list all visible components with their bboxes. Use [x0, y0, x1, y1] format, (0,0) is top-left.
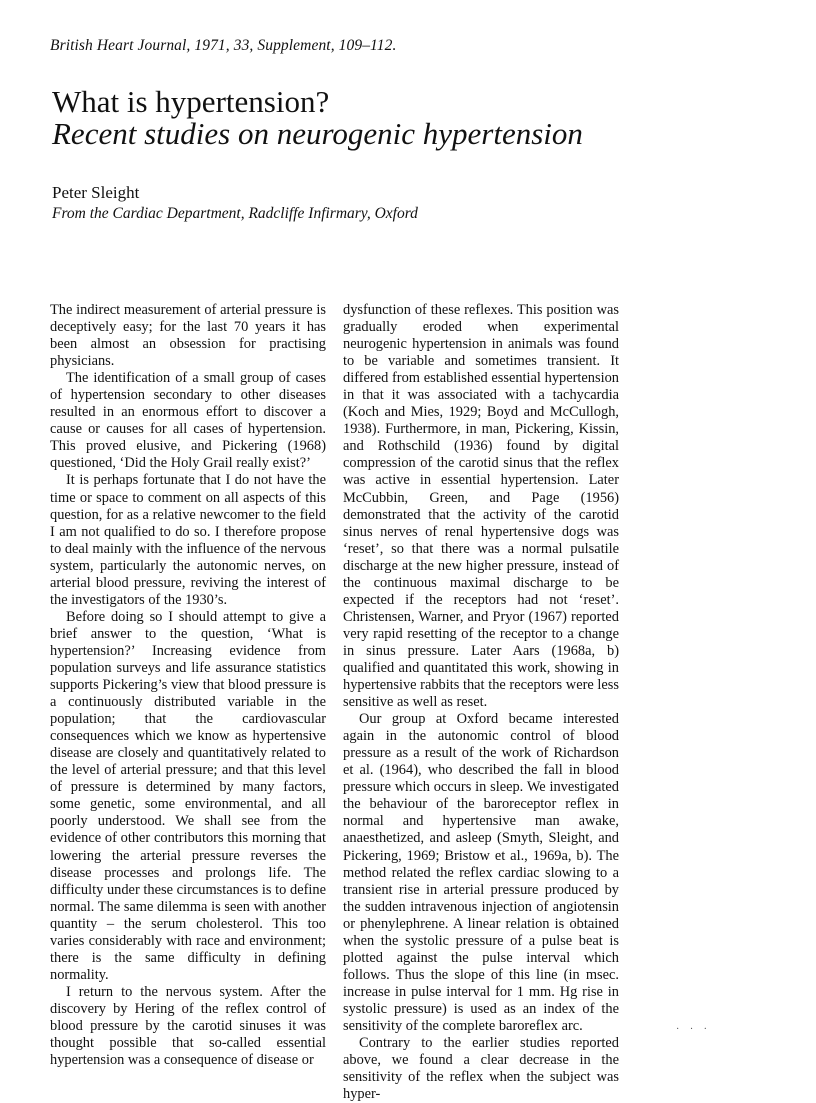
paragraph: Before doing so I should attempt to give a brief answer to the question, ‘What is hypertension?’ Increasing evidence from population surveys and life assurance statistics supports Pickering’s view that blood pressure is a continuously distributed variable in the population; that the cardiovascular consequences which we know as hypertensive disease are closely and quantitatively related to the level of arterial pressure; and that this level of pressure is determined by many factors, some genetic, some environmental, and all poorly understood. We shall see from the evidence of other contributors this morning that lowering the arterial pressure reverses the disease processes and prolongs life. The difficulty under these circumstances is to define normal. The same dilemma is seen with another quantity – the serum cholesterol. This too varies considerably with race and environment; there is the same difficulty in defining normality.	[50, 608, 326, 983]
right-text-column	[343, 302, 619, 1103]
left-text-column	[50, 302, 326, 1069]
journal-citation: British Heart Journal, 1971, 33, Supplement, 109–112.	[50, 37, 397, 54]
paragraph: Contrary to the earlier studies reported above, we found a clear decrease in the sensitivity of the reflex when the subject was hyper-	[343, 1035, 619, 1103]
article-title: What is hypertension?	[52, 84, 330, 119]
author-name: Peter Sleight	[52, 183, 140, 202]
paragraph: I return to the nervous system. After the discovery by Hering of the reflex control of blood pressure by the carotid sinuses it was thought possible that so-called essential hypertension was a consequence of disease or	[50, 983, 326, 1069]
paragraph: Our group at Oxford became interested again in the autonomic control of blood pressure as a result of the work of Richardson et al. (1964), who described the fall in blood pressure which occurs in sleep. We investigated the behaviour of the baroreceptor reflex in normal and hypertensive man awake, anaesthetized, and asleep (Smyth, Sleight, and Pickering, 1969; Bristow et al., 1969a, b). The method related the reflex cardiac slowing to a transient rise in arterial pressure produced by the sudden intravenous injection of angiotensin or phenylephrene. A linear relation is obtained when the systolic pressure of a pulse beat is plotted against the pulse interval which follows. Thus the slope of this line (in msec. increase in pulse interval for 1 mm. Hg rise in systolic pressure) is used as an index of the sensitivity of the complete baroreflex arc.	[343, 711, 619, 1034]
scan-artifact-dots: · · ·	[676, 1024, 711, 1035]
article-subtitle: Recent studies on neurogenic hypertension	[52, 116, 583, 151]
author-affiliation: From the Cardiac Department, Radcliffe Infirmary, Oxford	[52, 205, 418, 222]
paragraph: dysfunction of these reflexes. This position was gradually eroded when experimental neurogenic hypertension in animals was found to be variable and sometimes transient. It differed from established essential hypertension in that it was associated with a tachycardia (Koch and Mies, 1929; Boyd and McCullogh, 1938). Furthermore, in man, Pickering, Kissin, and Rothschild (1936) found by digital compression of the carotid sinus that the reflex was active in essential hypertension. Later McCubbin, Green, and Page (1956) demonstrated that the activity of the carotid sinus nerves of renal hypertensive dogs was ‘reset’, so that there was a normal pulsatile discharge at the new higher pressure, instead of the continuous maximal discharge to be expected if the receptors had not ‘reset’. Christensen, Warner, and Pryor (1967) reported very rapid resetting of the receptor to a change in sinus pressure. Later Aars (1968a, b) qualified and quantitated this work, showing in hypertensive rabbits that the receptors were less sensitive as well as reset.	[343, 302, 619, 711]
paragraph: The indirect measurement of arterial pressure is deceptively easy; for the last 70 years it has been almost an obsession for practising physicians.	[50, 302, 326, 370]
paragraph: The identification of a small group of cases of hypertension secondary to other diseases resulted in an enormous effort to discover a cause or causes for all cases of hypertension. This proved elusive, and Pickering (1968) questioned, ‘Did the Holy Grail really exist?’	[50, 370, 326, 472]
paragraph: It is perhaps fortunate that I do not have the time or space to comment on all aspects of this question, for as a relative newcomer to the field I am not qualified to do so. I therefore propose to deal mainly with the influence of the nervous system, particularly the autonomic nerves, on arterial blood pressure, reviving the interest of the investigators of the 1930’s.	[50, 472, 326, 608]
